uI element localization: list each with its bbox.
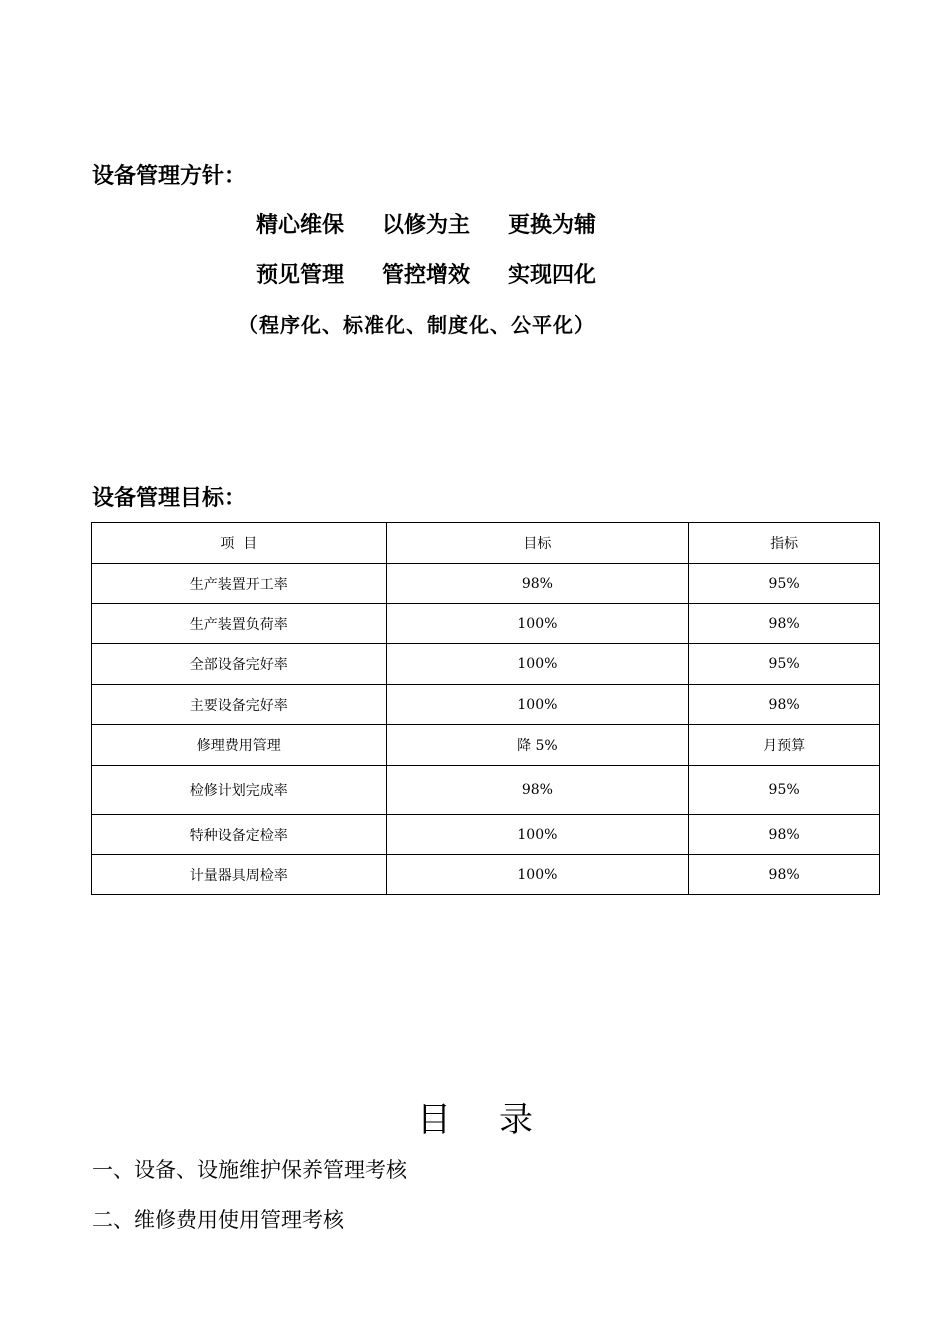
row-target-cell: 98%	[386, 564, 689, 604]
row-indicator-cell: 98%	[689, 855, 880, 895]
row-indicator-cell: 98%	[689, 604, 880, 644]
row-item-cell: 生产装置开工率	[92, 564, 387, 604]
policy-line-2	[256, 260, 596, 290]
toc-title: 目录	[417, 1100, 581, 1140]
row-item-cell: 计量器具周检率	[92, 855, 387, 895]
table-row	[92, 644, 880, 685]
row-target-cell: 100%	[386, 685, 689, 725]
policy-note: （程序化、标准化、制度化、公平化）	[238, 313, 595, 337]
policy-phrase: 更换为辅	[508, 212, 597, 238]
row-target-cell: 98%	[386, 766, 689, 815]
policy-phrase: 以修为主	[382, 212, 471, 238]
column-header-indicator: 指标	[689, 523, 880, 564]
row-item-cell: 检修计划完成率	[92, 766, 387, 815]
row-item-cell: 主要设备完好率	[92, 685, 387, 725]
column-header-item: 项 目	[92, 523, 387, 564]
row-indicator-cell: 95%	[689, 766, 880, 815]
policy-phrase: 预见管理	[256, 262, 345, 288]
toc-item: 一、设备、设施维护保养管理考核	[92, 1158, 407, 1182]
row-indicator-cell: 95%	[689, 644, 880, 685]
toc-item: 二、维修费用使用管理考核	[92, 1208, 344, 1232]
policy-phrase: 实现四化	[508, 262, 597, 288]
policy-heading: 设备管理方针：	[92, 163, 247, 189]
row-target-cell: 100%	[386, 855, 689, 895]
table-row	[92, 766, 880, 815]
column-header-target: 目标	[386, 523, 689, 564]
table-row	[92, 564, 880, 604]
row-indicator-cell: 98%	[689, 685, 880, 725]
row-target-cell: 100%	[386, 644, 689, 685]
row-target-cell: 降 5%	[386, 725, 689, 766]
table-row	[92, 685, 880, 725]
table-row	[92, 815, 880, 855]
goals-heading: 设备管理目标：	[92, 485, 247, 511]
policy-phrase: 精心维保	[256, 212, 345, 238]
row-item-cell: 生产装置负荷率	[92, 604, 387, 644]
row-item-cell: 特种设备定检率	[92, 815, 387, 855]
row-item-cell: 全部设备完好率	[92, 644, 387, 685]
row-target-cell: 100%	[386, 604, 689, 644]
policy-phrase: 管控增效	[382, 262, 471, 288]
table-row	[92, 855, 880, 895]
row-item-cell: 修理费用管理	[92, 725, 387, 766]
row-indicator-cell: 月预算	[689, 725, 880, 766]
table-row	[92, 725, 880, 766]
row-indicator-cell: 95%	[689, 564, 880, 604]
row-target-cell: 100%	[386, 815, 689, 855]
table-header-row	[92, 523, 880, 564]
policy-line-1	[256, 210, 596, 240]
table-row	[92, 604, 880, 644]
row-indicator-cell: 98%	[689, 815, 880, 855]
goals-table	[91, 522, 880, 895]
